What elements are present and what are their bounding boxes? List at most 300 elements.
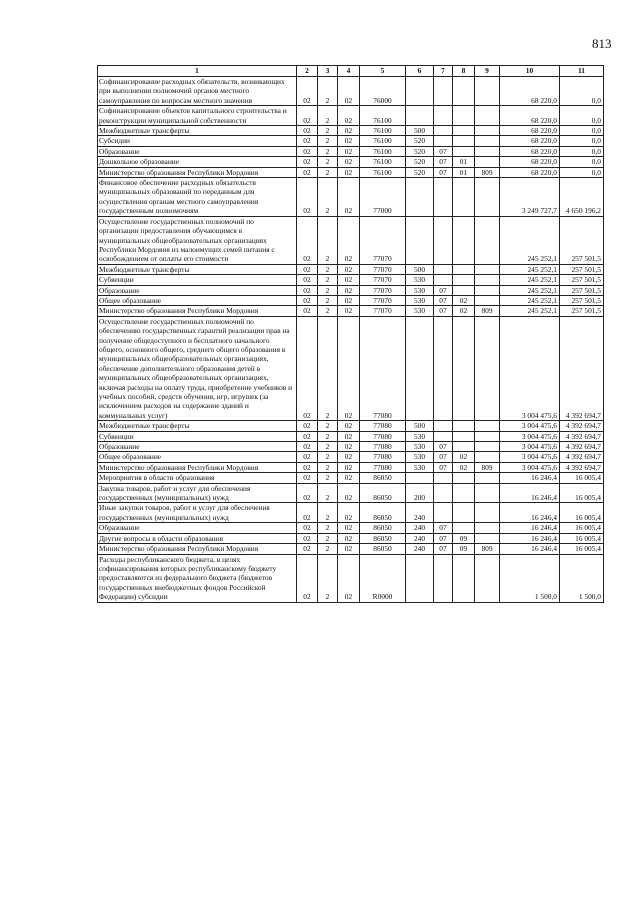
row-value-cell: 07: [434, 533, 453, 543]
row-value-cell: 520: [406, 157, 434, 167]
row-value-cell: 77080: [360, 316, 406, 420]
row-value-cell: 530: [406, 431, 434, 441]
table-row: [98, 157, 604, 167]
row-value-cell: [434, 431, 453, 441]
row-value-cell: [434, 503, 453, 523]
row-value-cell: 2: [318, 106, 338, 126]
row-value-cell: 02: [453, 462, 475, 472]
row-value-cell: 02: [297, 216, 318, 264]
row-value-cell: [453, 126, 475, 136]
row-value-cell: 257 501,5: [560, 275, 604, 285]
table-row: [98, 306, 604, 316]
row-value-cell: 09: [453, 544, 475, 554]
row-value-cell: 86050: [360, 503, 406, 523]
row-value-cell: 02: [338, 483, 360, 503]
table-row: [98, 285, 604, 295]
row-value-cell: [475, 503, 500, 523]
row-name-cell: Финансовое обеспечение расходных обязательств муниципальных образований по переданным для осуществления органам местного самоуправления государственным полномочиям: [98, 178, 297, 217]
row-value-cell: 77000: [360, 178, 406, 217]
row-name-cell: Расходы республиканского бюджета, в целях софинансирования которых республиканскому бюджету предоставляются из федерального бюджета (бюджетов государственных внебюджетных фондов Российской Федерации) субсидии: [98, 554, 297, 602]
row-name-cell: Общее образование: [98, 295, 297, 305]
row-value-cell: 02: [297, 285, 318, 295]
row-value-cell: 3 004 475,6: [500, 316, 560, 420]
row-value-cell: 07: [434, 462, 453, 472]
row-value-cell: 0,0: [560, 106, 604, 126]
row-value-cell: 200: [406, 483, 434, 503]
row-value-cell: 3 004 475,6: [500, 421, 560, 431]
row-value-cell: 02: [338, 306, 360, 316]
row-value-cell: [434, 275, 453, 285]
header-row: [98, 66, 604, 77]
row-value-cell: 2: [318, 431, 338, 441]
row-value-cell: 16 246,4: [500, 523, 560, 533]
row-value-cell: 02: [297, 157, 318, 167]
row-value-cell: 02: [338, 146, 360, 156]
row-value-cell: 02: [338, 264, 360, 274]
row-value-cell: 2: [318, 442, 338, 452]
row-value-cell: [406, 316, 434, 420]
row-value-cell: [434, 136, 453, 146]
row-value-cell: 4 392 694,7: [560, 421, 604, 431]
row-value-cell: 86050: [360, 533, 406, 543]
row-value-cell: 500: [406, 126, 434, 136]
row-value-cell: 520: [406, 167, 434, 177]
row-value-cell: 02: [338, 452, 360, 462]
row-value-cell: 07: [434, 442, 453, 452]
table-row: [98, 533, 604, 543]
row-value-cell: 86050: [360, 523, 406, 533]
row-value-cell: 09: [453, 533, 475, 543]
row-value-cell: 02: [338, 533, 360, 543]
row-value-cell: 16 246,4: [500, 483, 560, 503]
row-value-cell: [475, 554, 500, 602]
row-value-cell: 2: [318, 126, 338, 136]
row-value-cell: 2: [318, 264, 338, 274]
row-value-cell: 68 220,0: [500, 126, 560, 136]
row-value-cell: 530: [406, 442, 434, 452]
column-header: 8: [453, 66, 475, 77]
table-row: [98, 442, 604, 452]
row-value-cell: 76100: [360, 146, 406, 156]
row-value-cell: 07: [434, 544, 453, 554]
row-value-cell: 02: [338, 126, 360, 136]
row-value-cell: 2: [318, 275, 338, 285]
row-name-cell: Закупка товаров, работ и услуг для обеспечения государственных (муниципальных) нужд: [98, 483, 297, 503]
row-value-cell: 02: [297, 473, 318, 483]
row-value-cell: 02: [338, 167, 360, 177]
row-value-cell: 02: [297, 554, 318, 602]
row-value-cell: 68 220,0: [500, 146, 560, 156]
row-value-cell: 02: [338, 275, 360, 285]
row-value-cell: [453, 316, 475, 420]
row-value-cell: 02: [338, 106, 360, 126]
row-value-cell: 77070: [360, 306, 406, 316]
row-value-cell: 02: [297, 264, 318, 274]
row-name-cell: Общее образование: [98, 452, 297, 462]
row-value-cell: 02: [338, 316, 360, 420]
row-value-cell: [475, 285, 500, 295]
row-value-cell: 76100: [360, 167, 406, 177]
row-value-cell: [406, 216, 434, 264]
row-value-cell: [434, 483, 453, 503]
row-value-cell: 07: [434, 295, 453, 305]
row-value-cell: 3 004 475,6: [500, 431, 560, 441]
table-row: [98, 431, 604, 441]
row-name-cell: Министерство образования Республики Мордовия: [98, 167, 297, 177]
table-row: [98, 167, 604, 177]
row-value-cell: 02: [297, 462, 318, 472]
row-value-cell: 02: [297, 77, 318, 106]
row-value-cell: 2: [318, 157, 338, 167]
row-value-cell: 2: [318, 473, 338, 483]
row-value-cell: 245 252,1: [500, 264, 560, 274]
row-value-cell: 02: [338, 77, 360, 106]
row-name-cell: Иные закупки товаров, работ и услуг для обеспечения государственных (муниципальных) нужд: [98, 503, 297, 523]
column-header: 4: [338, 66, 360, 77]
row-value-cell: 500: [406, 421, 434, 431]
row-value-cell: 4 392 694,7: [560, 316, 604, 420]
row-value-cell: 68 220,0: [500, 106, 560, 126]
row-value-cell: 4 650 196,2: [560, 178, 604, 217]
row-value-cell: 02: [297, 544, 318, 554]
row-value-cell: 02: [297, 523, 318, 533]
row-value-cell: [453, 554, 475, 602]
row-name-cell: Дошкольное образование: [98, 157, 297, 167]
row-value-cell: 245 252,1: [500, 216, 560, 264]
row-value-cell: 77080: [360, 442, 406, 452]
row-value-cell: 500: [406, 264, 434, 274]
row-value-cell: 02: [338, 136, 360, 146]
row-value-cell: 16 005,4: [560, 544, 604, 554]
row-name-cell: Образование: [98, 442, 297, 452]
table-row: [98, 275, 604, 285]
row-value-cell: 07: [434, 523, 453, 533]
row-value-cell: 07: [434, 285, 453, 295]
row-value-cell: [475, 533, 500, 543]
row-value-cell: 530: [406, 275, 434, 285]
row-name-cell: Министерство образования Республики Мордовия: [98, 462, 297, 472]
row-value-cell: 02: [297, 316, 318, 420]
row-value-cell: [434, 106, 453, 126]
row-value-cell: [475, 295, 500, 305]
row-value-cell: 2: [318, 136, 338, 146]
row-value-cell: 02: [297, 106, 318, 126]
row-value-cell: 0,0: [560, 157, 604, 167]
row-name-cell: Министерство образования Республики Мордовия: [98, 306, 297, 316]
row-value-cell: 245 252,1: [500, 285, 560, 295]
page-number: 813: [592, 36, 612, 51]
row-value-cell: 2: [318, 421, 338, 431]
row-value-cell: [475, 106, 500, 126]
table-row: [98, 146, 604, 156]
table-row: [98, 77, 604, 106]
row-value-cell: 76100: [360, 136, 406, 146]
row-value-cell: 02: [297, 167, 318, 177]
row-value-cell: [406, 178, 434, 217]
row-value-cell: 02: [453, 306, 475, 316]
row-value-cell: 76000: [360, 77, 406, 106]
row-value-cell: 02: [297, 306, 318, 316]
row-value-cell: 02: [338, 442, 360, 452]
row-value-cell: 02: [338, 503, 360, 523]
row-name-cell: Межбюджетные трансферты: [98, 126, 297, 136]
row-value-cell: 3 004 475,6: [500, 462, 560, 472]
row-name-cell: Образование: [98, 146, 297, 156]
row-value-cell: 530: [406, 306, 434, 316]
row-value-cell: [475, 442, 500, 452]
column-header: 5: [360, 66, 406, 77]
row-value-cell: [406, 77, 434, 106]
row-value-cell: 02: [297, 136, 318, 146]
column-header: 3: [318, 66, 338, 77]
row-value-cell: 02: [338, 295, 360, 305]
row-value-cell: [475, 523, 500, 533]
row-value-cell: 02: [297, 178, 318, 217]
row-value-cell: 68 220,0: [500, 157, 560, 167]
row-value-cell: 240: [406, 544, 434, 554]
row-value-cell: 240: [406, 533, 434, 543]
row-name-cell: Мероприятия в области образования: [98, 473, 297, 483]
table-row: [98, 216, 604, 264]
row-value-cell: [434, 473, 453, 483]
row-name-cell: Софинансирование объектов капитального строительства и реконструкции муниципальной собственности: [98, 106, 297, 126]
table-row: [98, 452, 604, 462]
row-value-cell: [453, 264, 475, 274]
table-row: [98, 554, 604, 602]
row-value-cell: [453, 106, 475, 126]
row-value-cell: 77080: [360, 452, 406, 462]
row-value-cell: 68 220,0: [500, 167, 560, 177]
row-value-cell: [453, 431, 475, 441]
table-row: [98, 295, 604, 305]
row-value-cell: 0,0: [560, 167, 604, 177]
row-value-cell: 76100: [360, 157, 406, 167]
row-value-cell: [475, 157, 500, 167]
column-header: 2: [297, 66, 318, 77]
row-value-cell: 02: [297, 483, 318, 503]
row-value-cell: 530: [406, 295, 434, 305]
table-row: [98, 136, 604, 146]
column-header: 11: [560, 66, 604, 77]
row-value-cell: [475, 136, 500, 146]
row-value-cell: 245 252,1: [500, 306, 560, 316]
row-value-cell: 02: [297, 126, 318, 136]
row-value-cell: 257 501,5: [560, 285, 604, 295]
row-value-cell: [475, 431, 500, 441]
row-value-cell: 0,0: [560, 77, 604, 106]
row-value-cell: [475, 264, 500, 274]
row-value-cell: [453, 285, 475, 295]
row-value-cell: [453, 136, 475, 146]
row-value-cell: 76100: [360, 126, 406, 136]
row-value-cell: 02: [453, 452, 475, 462]
row-value-cell: 07: [434, 157, 453, 167]
row-value-cell: [453, 523, 475, 533]
table-row: [98, 462, 604, 472]
row-value-cell: 2: [318, 503, 338, 523]
row-value-cell: 1 500,0: [500, 554, 560, 602]
row-value-cell: 02: [297, 421, 318, 431]
row-value-cell: 16 246,4: [500, 533, 560, 543]
row-value-cell: 02: [297, 442, 318, 452]
row-value-cell: 245 252,1: [500, 275, 560, 285]
row-value-cell: [434, 216, 453, 264]
row-value-cell: 4 392 694,7: [560, 462, 604, 472]
row-value-cell: 520: [406, 136, 434, 146]
row-value-cell: 0,0: [560, 136, 604, 146]
column-header: 9: [475, 66, 500, 77]
row-value-cell: 3 004 475,6: [500, 442, 560, 452]
table-row: [98, 544, 604, 554]
row-value-cell: [453, 146, 475, 156]
row-value-cell: 2: [318, 216, 338, 264]
row-value-cell: [475, 421, 500, 431]
row-value-cell: [453, 178, 475, 217]
row-value-cell: 16 246,4: [500, 473, 560, 483]
column-header: 6: [406, 66, 434, 77]
row-value-cell: 07: [434, 306, 453, 316]
row-name-cell: Субвенции: [98, 431, 297, 441]
row-value-cell: 1 500,0: [560, 554, 604, 602]
row-value-cell: 530: [406, 452, 434, 462]
row-value-cell: [434, 421, 453, 431]
row-value-cell: [453, 421, 475, 431]
row-value-cell: [453, 442, 475, 452]
row-value-cell: 77070: [360, 285, 406, 295]
row-value-cell: 16 005,4: [560, 523, 604, 533]
row-value-cell: 02: [453, 295, 475, 305]
row-value-cell: 01: [453, 167, 475, 177]
row-value-cell: 4 392 694,7: [560, 442, 604, 452]
row-value-cell: 02: [338, 554, 360, 602]
row-name-cell: Субвенции: [98, 275, 297, 285]
row-value-cell: [406, 473, 434, 483]
row-value-cell: 02: [338, 431, 360, 441]
row-name-cell: Субсидии: [98, 136, 297, 146]
row-value-cell: [475, 473, 500, 483]
row-value-cell: 2: [318, 146, 338, 156]
row-name-cell: Межбюджетные трансферты: [98, 264, 297, 274]
row-value-cell: 2: [318, 285, 338, 295]
row-value-cell: 16 246,4: [500, 544, 560, 554]
column-header: 10: [500, 66, 560, 77]
row-value-cell: 77080: [360, 462, 406, 472]
row-value-cell: 68 220,0: [500, 136, 560, 146]
table-row: [98, 178, 604, 217]
row-value-cell: 4 392 694,7: [560, 431, 604, 441]
row-value-cell: 77070: [360, 275, 406, 285]
table-row: [98, 523, 604, 533]
table-row: [98, 126, 604, 136]
row-value-cell: [475, 483, 500, 503]
row-value-cell: 02: [297, 275, 318, 285]
row-value-cell: 77080: [360, 421, 406, 431]
row-value-cell: 02: [338, 421, 360, 431]
row-value-cell: 2: [318, 77, 338, 106]
row-value-cell: 16 005,4: [560, 473, 604, 483]
row-name-cell: Осуществление государственных полномочий по обеспечению государственных гарантий реализации прав на получение общедоступного и бесплатного начального общего, основного общего, среднего общего образования в муниципальных общеобразовательных организациях, обеспечение дополнительного образования детей в муниципальных общеобразовательных организациях, включая расходы на оплату труда, приобретение учебников и учебных пособий, средств обучения, игр, игрушек (за исключением расходов на содержание зданий и коммунальных услуг): [98, 316, 297, 420]
table-row: [98, 483, 604, 503]
row-value-cell: 809: [475, 167, 500, 177]
row-value-cell: [475, 316, 500, 420]
table-row: [98, 264, 604, 274]
row-value-cell: [434, 316, 453, 420]
row-value-cell: 86050: [360, 483, 406, 503]
row-value-cell: [434, 264, 453, 274]
row-value-cell: [406, 106, 434, 126]
row-value-cell: 02: [297, 452, 318, 462]
row-value-cell: 520: [406, 146, 434, 156]
row-value-cell: [475, 126, 500, 136]
row-value-cell: 07: [434, 452, 453, 462]
row-value-cell: 16 005,4: [560, 533, 604, 543]
row-value-cell: 02: [297, 503, 318, 523]
row-name-cell: Образование: [98, 285, 297, 295]
row-value-cell: 86050: [360, 473, 406, 483]
row-value-cell: 2: [318, 178, 338, 217]
row-value-cell: [434, 178, 453, 217]
row-value-cell: 4 392 694,7: [560, 452, 604, 462]
row-value-cell: 2: [318, 295, 338, 305]
row-value-cell: [475, 146, 500, 156]
row-value-cell: [406, 554, 434, 602]
column-header: 7: [434, 66, 453, 77]
row-value-cell: 3 249 727,7: [500, 178, 560, 217]
row-value-cell: 07: [434, 146, 453, 156]
row-value-cell: 2: [318, 167, 338, 177]
row-value-cell: 2: [318, 462, 338, 472]
row-value-cell: [453, 216, 475, 264]
row-value-cell: 3 004 475,6: [500, 452, 560, 462]
row-value-cell: 77070: [360, 295, 406, 305]
table-row: [98, 421, 604, 431]
row-name-cell: Министерство образования Республики Мордовия: [98, 544, 297, 554]
row-value-cell: 257 501,5: [560, 295, 604, 305]
row-value-cell: 2: [318, 452, 338, 462]
row-value-cell: 02: [338, 544, 360, 554]
row-value-cell: [453, 503, 475, 523]
row-value-cell: [475, 178, 500, 217]
table-row: [98, 316, 604, 420]
row-value-cell: 257 501,5: [560, 306, 604, 316]
table-row: [98, 503, 604, 523]
table-body: [98, 77, 604, 603]
row-value-cell: 68 220,0: [500, 77, 560, 106]
row-value-cell: 07: [434, 167, 453, 177]
table-row: [98, 473, 604, 483]
row-value-cell: 16 005,4: [560, 503, 604, 523]
row-value-cell: [475, 275, 500, 285]
row-value-cell: 0,0: [560, 146, 604, 156]
row-name-cell: Осуществление государственных полномочий по организации предоставления обучающимся в муниципальных общеобразовательных организациях Республики Мордовия из малоимущих семей питания с освобождением от оплаты его стоимости: [98, 216, 297, 264]
row-value-cell: 0,0: [560, 126, 604, 136]
row-value-cell: 02: [338, 285, 360, 295]
row-value-cell: 02: [338, 216, 360, 264]
row-value-cell: 02: [297, 431, 318, 441]
row-value-cell: 77080: [360, 431, 406, 441]
row-value-cell: 02: [338, 462, 360, 472]
row-value-cell: 02: [338, 178, 360, 217]
row-value-cell: [453, 483, 475, 503]
row-value-cell: [434, 126, 453, 136]
row-value-cell: 257 501,5: [560, 216, 604, 264]
row-value-cell: 86050: [360, 544, 406, 554]
row-value-cell: 530: [406, 285, 434, 295]
row-value-cell: 2: [318, 306, 338, 316]
row-value-cell: 77070: [360, 216, 406, 264]
row-name-cell: Софинансирование расходных обязательств, возникающих при выполнении полномочий органов местного самоуправления по вопросам местного значения: [98, 77, 297, 106]
row-value-cell: 2: [318, 544, 338, 554]
